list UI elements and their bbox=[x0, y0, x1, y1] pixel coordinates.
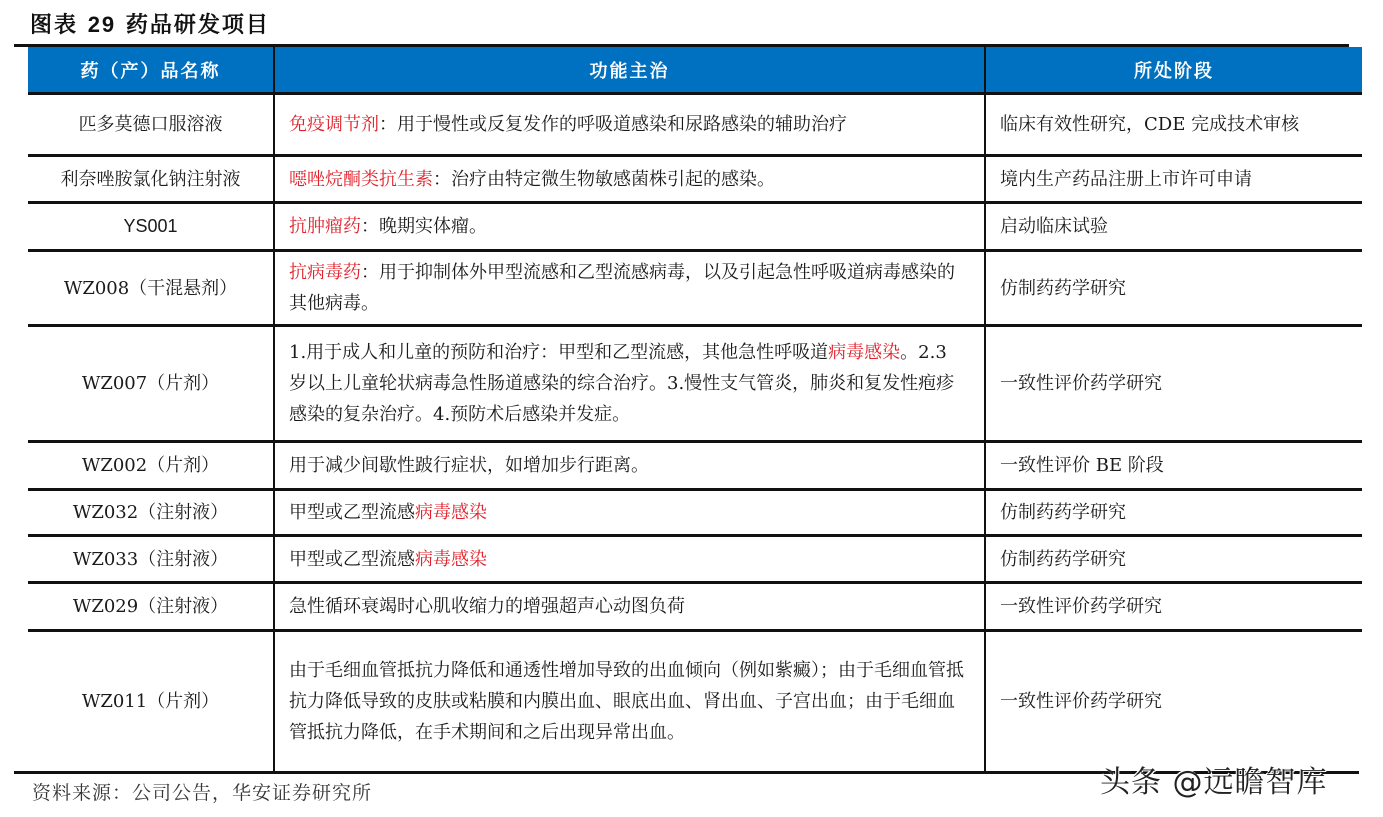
drug-name: WZ011（片剂） bbox=[28, 631, 274, 772]
drug-stage: 仿制药药学研究 bbox=[985, 490, 1362, 536]
drug-function: 甲型或乙型流感病毒感染 bbox=[274, 490, 985, 536]
table-row bbox=[28, 203, 1362, 251]
drug-stage: 一致性评价药学研究 bbox=[985, 583, 1362, 631]
drug-name: 利奈唑胺氯化钠注射液 bbox=[28, 156, 274, 203]
figure-title-prefix: 图表 bbox=[30, 13, 79, 38]
table-row bbox=[28, 442, 1362, 490]
function-highlight: 病毒感染 bbox=[828, 342, 901, 363]
drug-function: 1.用于成人和儿童的预防和治疗：甲型和乙型流感，其他急性呼吸道病毒感染。2.3 岁以上儿童轮状病毒急性肠道感染的综合治疗。3.慢性支气管炎，肺炎和复发性疱疹感染的复杂治疗。4.预防术后感染并发症。 bbox=[274, 326, 985, 442]
figure-title bbox=[30, 8, 270, 39]
drug-name: WZ033（注射液） bbox=[28, 536, 274, 583]
function-highlight: 免疫调节剂 bbox=[289, 114, 379, 135]
table-row bbox=[28, 326, 1362, 442]
table-row bbox=[28, 536, 1362, 583]
drug-function: 急性循环衰竭时心肌收缩力的增强超声心动图负荷 bbox=[274, 583, 985, 631]
table-row bbox=[28, 251, 1362, 326]
drug-stage: 仿制药药学研究 bbox=[985, 536, 1362, 583]
drug-stage: 仿制药药学研究 bbox=[985, 251, 1362, 326]
drug-function: 免疫调节剂：用于慢性或反复发作的呼吸道感染和尿路感染的辅助治疗 bbox=[274, 94, 985, 156]
drug-stage: 境内生产药品注册上市许可申请 bbox=[985, 156, 1362, 203]
drug-name: WZ032（注射液） bbox=[28, 490, 274, 536]
table-row bbox=[28, 94, 1362, 156]
table-row bbox=[28, 490, 1362, 536]
header-function: 功能主治 bbox=[274, 47, 985, 94]
function-highlight: 病毒感染 bbox=[415, 502, 487, 523]
figure-title-text: 药品研发项目 bbox=[125, 13, 270, 38]
drug-stage: 一致性评价 BE 阶段 bbox=[985, 442, 1362, 490]
figure-number: 29 bbox=[87, 12, 117, 37]
drug-function: 由于毛细血管抵抗力降低和通透性增加导致的出血倾向（例如紫癜）；由于毛细血管抵抗力降低导致的皮肤或粘膜和内膜出血、眼底出血、肾出血、子宫出血；由于毛细血管抵抗力降低，在手术期间和之后出现异常出血。 bbox=[274, 631, 985, 772]
drug-function: 抗病毒药：用于抑制体外甲型流感和乙型流感病毒，以及引起急性呼吸道病毒感染的其他病毒。 bbox=[274, 251, 985, 326]
drug-name: 匹多莫德口服溶液 bbox=[78, 114, 223, 135]
header-drug-name: 药（产）品名称 bbox=[28, 47, 274, 94]
table-header-row bbox=[28, 47, 1362, 94]
drug-name: YS001 bbox=[28, 203, 274, 251]
drug-name: WZ029（注射液） bbox=[28, 583, 274, 631]
drug-name: WZ007（片剂） bbox=[28, 326, 274, 442]
function-highlight: 抗病毒药 bbox=[289, 262, 361, 283]
watermark: 头条 @远瞻智库 bbox=[1100, 765, 1328, 800]
table-row bbox=[28, 631, 1362, 772]
function-highlight: 病毒感染 bbox=[415, 548, 487, 570]
drug-function: 抗肿瘤药：晚期实体瘤。 bbox=[274, 203, 985, 251]
drug-stage: 临床有效性研究，CDE 完成技术审核 bbox=[985, 94, 1362, 156]
drug-stage: 一致性评价药学研究 bbox=[985, 326, 1362, 442]
drug-function: 用于减少间歇性跛行症状，如增加步行距离。 bbox=[274, 442, 985, 490]
table-row bbox=[28, 583, 1362, 631]
header-stage: 所处阶段 bbox=[985, 47, 1362, 94]
table-row bbox=[28, 156, 1362, 203]
drug-pipeline-table bbox=[28, 47, 1362, 772]
drug-stage: 启动临床试验 bbox=[985, 203, 1362, 251]
function-highlight: 抗肿瘤药 bbox=[289, 216, 361, 237]
drug-function: 噁唑烷酮类抗生素：治疗由特定微生物敏感菌株引起的感染。 bbox=[274, 156, 985, 203]
drug-stage: 一致性评价药学研究 bbox=[985, 631, 1362, 772]
drug-name: WZ002（片剂） bbox=[28, 442, 274, 490]
drug-function: 甲型或乙型流感病毒感染 bbox=[274, 536, 985, 583]
drug-name: WZ008（干混悬剂） bbox=[28, 251, 274, 326]
function-highlight: 噁唑烷酮类抗生素 bbox=[289, 168, 433, 190]
source-note: 资料来源：公司公告，华安证券研究所 bbox=[32, 782, 373, 804]
